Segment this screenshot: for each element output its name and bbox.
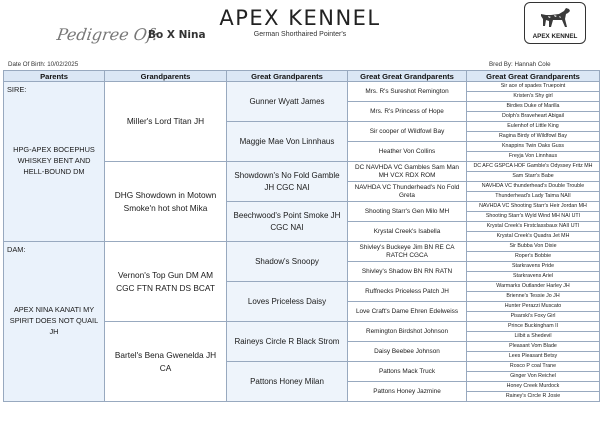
great-great-grandparent: DC NAVHDA VC Gambles Sam Man MH VCX RDX ROM <box>348 162 467 182</box>
great-great-great-grandparent: Starkravens Ariel <box>467 272 600 282</box>
kennel-logo <box>524 2 586 44</box>
great-grandparent: Maggie Mae Von Linnhaus <box>227 122 348 162</box>
pedigree-dog-name: Bo X Nina <box>148 29 206 41</box>
great-great-grandparent: Krystal Creek's Isabella <box>348 222 467 242</box>
col-header-great-grandparents: Great Grandparents <box>227 71 348 82</box>
col-header-grandparents: Grandparents <box>105 71 227 82</box>
great-great-great-grandparent: Sam Starr's Babe <box>467 172 600 182</box>
great-great-great-grandparent: NAVHDA VC thunderhead's Double Trouble <box>467 182 600 192</box>
great-great-great-grandparent: Birdies Duke of Marilla <box>467 102 600 112</box>
pedigree-label: Pedigree Of: <box>55 25 160 44</box>
kennel-title: APEX KENNEL <box>219 6 381 30</box>
great-great-great-grandparent: Thunderhead's Lady Taima NAII <box>467 192 600 202</box>
great-great-great-grandparent: Rosco P coal Trane <box>467 362 600 372</box>
great-great-great-grandparent: NAVHDA VC Shooting Starr's Heir Jordan MH <box>467 202 600 212</box>
great-great-grandparent: Pattons Honey Jazmine <box>348 382 467 402</box>
great-great-great-grandparent: Starkravens Pride <box>467 262 600 272</box>
great-grandparent: Loves Priceless Daisy <box>227 282 348 322</box>
great-great-grandparent: Pattons Mack Truck <box>348 362 467 382</box>
great-great-grandparent: Mrs. R's Sureshot Remington <box>348 82 467 102</box>
great-grandparent: Showdown's No Fold Gamble JH CGC NAI <box>227 162 348 202</box>
grandparent: Bartel's Bena Gwenelda JH CA <box>105 322 227 402</box>
header-row <box>4 71 600 82</box>
grandparent: Vernon's Top Gun DM AM CGC FTN RATN DS BCAT <box>105 242 227 322</box>
great-great-great-grandparent: DC AFC GSPCA HOF Gamble's Odyssey Fritz MH <box>467 162 600 172</box>
great-great-grandparent: Shivley's Shadow BN RN RATN <box>348 262 467 282</box>
logo-text: APEX KENNEL <box>532 33 578 40</box>
great-grandparent: Shadow's Snoopy <box>227 242 348 282</box>
great-great-grandparent: NAVHDA VC Thunderhead's No Fold Greta <box>348 182 467 202</box>
great-great-grandparent: Remington Birdshot Johnson <box>348 322 467 342</box>
great-great-great-grandparent: Dolph's Braveheart Abigail <box>467 112 600 122</box>
great-great-great-grandparent: Eulenhof of Little King <box>467 122 600 132</box>
great-great-great-grandparent: Sir ace of spades Truepoint <box>467 82 600 92</box>
great-great-great-grandparent: Krystal Creek's Firstclassbaux NAII UTI <box>467 222 600 232</box>
col-header-great-great-great-grandparents: Great Great Grandparents <box>467 71 600 82</box>
great-great-grandparent: Sir cooper of Wildfowl Bay <box>348 122 467 142</box>
great-great-great-grandparent: Honey Creek Murdock <box>467 382 600 392</box>
bred-by: Bred By: Hannah Cole <box>489 61 551 68</box>
great-great-great-grandparent: Lilbit a Shedevil <box>467 332 600 342</box>
great-great-great-grandparent: Knappins Twin Oaks Guss <box>467 142 600 152</box>
great-great-great-grandparent: Prince Buckingham II <box>467 322 600 332</box>
great-great-great-grandparent: Warmarks Outlander Harley JH <box>467 282 600 292</box>
great-grandparent: Gunner Wyatt James <box>227 82 348 122</box>
dam-cell <box>4 242 105 402</box>
col-header-great-great-grandparents: Great Great Grandparents <box>348 71 467 82</box>
great-great-great-grandparent: Kristen's Shy girl <box>467 92 600 102</box>
great-great-great-grandparent: Ginger Von Reichel <box>467 372 600 382</box>
sire-label: SIRE: <box>7 85 27 94</box>
dam-label: DAM: <box>7 245 26 254</box>
great-grandparent: Raineys Circle R Black Strom <box>227 322 348 362</box>
great-great-grandparent: Daisy Beebee Johnson <box>348 342 467 362</box>
great-great-grandparent: Mrs. R's Princess of Hope <box>348 102 467 122</box>
great-great-great-grandparent: Pleasant Vom Blade <box>467 342 600 352</box>
great-great-great-grandparent: Lees Pleasant Betsy <box>467 352 600 362</box>
great-great-grandparent: Ruffnecks Priceless Patch JH <box>348 282 467 302</box>
pointer-dog-icon <box>539 5 573 31</box>
great-great-great-grandparent: Ragina Birdy of Wildfowl Bay <box>467 132 600 142</box>
date-of-birth: Date Of Birth: 10/02/2025 <box>8 61 79 68</box>
grandparent: Miller's Lord Titan JH <box>105 82 227 162</box>
col-header-parents: Parents <box>4 71 105 82</box>
great-great-great-grandparent: Pisarski's Foxy Girl <box>467 312 600 322</box>
great-grandparent: Beechwood's Point Smoke JH CGC NAI <box>227 202 348 242</box>
great-great-great-grandparent: Krystal Creek's Quadra Jet MH <box>467 232 600 242</box>
great-great-grandparent: Love Craft's Dame Ehren Edelweiss <box>348 302 467 322</box>
sire-name: HPG-APEX BOCEPHUS WHISKEY BENT AND HELL-BOUND DM <box>13 145 95 176</box>
great-great-grandparent: Heather Von Collins <box>348 142 467 162</box>
pedigree-table <box>3 70 600 402</box>
grandparent: DHG Showdown in Motown Smoke'n hot shot Mika <box>105 162 227 242</box>
great-great-grandparent: Shivley's Buckeye Jim BN RE CA RATCH CGCA <box>348 242 467 262</box>
great-great-great-grandparent: Shooting Starr's Wyld Wind MH NAI UTI <box>467 212 600 222</box>
dam-name: APEX NINA KANATI MY SPIRIT DOES NOT QUAIL JH <box>9 305 99 336</box>
great-great-great-grandparent: Hunter Perazzi Muscato <box>467 302 600 312</box>
great-great-great-grandparent: Brienne's Tessie Jo JH <box>467 292 600 302</box>
great-great-great-grandparent: Freyja Von Linnhaus <box>467 152 600 162</box>
sire-cell <box>4 82 105 242</box>
great-great-grandparent: Shooting Starr's Gen Milo MH <box>348 202 467 222</box>
great-grandparent: Pattons Honey Milan <box>227 362 348 402</box>
great-great-great-grandparent: Rainey's Circle R Josie <box>467 392 600 402</box>
great-great-great-grandparent: Roper's Bobbie <box>467 252 600 262</box>
kennel-subtitle: German Shorthaired Pointer's <box>253 31 347 38</box>
great-great-great-grandparent: Sir Bubba Von Dixie <box>467 242 600 252</box>
